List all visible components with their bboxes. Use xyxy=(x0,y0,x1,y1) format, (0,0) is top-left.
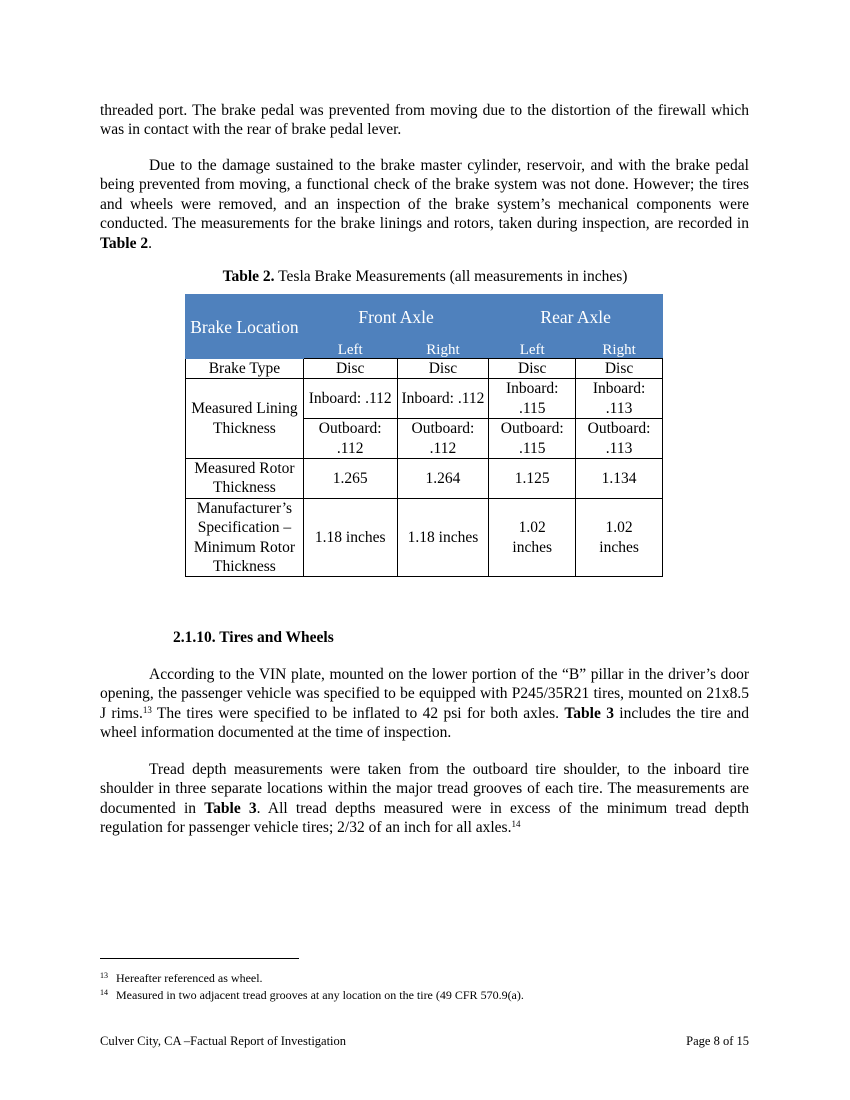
footnote-13 xyxy=(100,969,263,985)
cell-value: 1.02 inches xyxy=(576,498,663,577)
cell-value: Outboard: .115 xyxy=(489,419,576,459)
brake-measurements-table xyxy=(185,294,663,577)
footnote-number: 14 xyxy=(100,988,108,997)
paragraph-text: Tread depth measurements were taken from the outboard tire shoulder, to the inboard tire shoulder in three separate locations within the major tread grooves of each tire. The measurements are documented in xyxy=(100,761,749,817)
header-rear-axle: Rear Axle xyxy=(489,295,663,340)
cell-value: Inboard: .115 xyxy=(489,379,576,419)
cell-value: 1.265 xyxy=(303,459,397,499)
header-front-axle: Front Axle xyxy=(303,295,489,340)
paragraph-text: The tires were specified to be inflated to 42 psi for both axles. xyxy=(151,704,565,722)
cell-value: Outboard: .112 xyxy=(303,419,397,459)
cell-value: Outboard: .113 xyxy=(576,419,663,459)
cell-value: Inboard: .112 xyxy=(397,379,489,419)
cell-value: Inboard: .113 xyxy=(576,379,663,419)
paragraph-text: . xyxy=(148,234,152,252)
paragraph-vin-plate xyxy=(100,665,749,743)
paragraph-text: Due to the damage sustained to the brake master cylinder, reservoir, and with the brake pedal being prevented from moving, a functional check of the brake system was not done. However; the tires and wheels were removed, and an inspection of the brake system’s mechanical components were conducted. The measurements for the brake linings and rotors, taken during inspection, are recorded in xyxy=(100,157,749,233)
subheader-front-left: Left xyxy=(303,340,397,359)
cell-value: Outboard: .112 xyxy=(397,419,489,459)
footnote-ref-13[interactable]: 13 xyxy=(142,704,152,715)
cell-value: Disc xyxy=(397,359,489,379)
paragraph-tread-depth xyxy=(100,760,749,838)
table-header-row xyxy=(186,295,663,340)
footnote-ref-14[interactable]: 14 xyxy=(511,819,521,830)
cell-value: Disc xyxy=(576,359,663,379)
table-row xyxy=(186,459,663,499)
cell-value: 1.18 inches xyxy=(397,498,489,577)
section-heading-tires-wheels: 2.1.10. Tires and Wheels xyxy=(173,629,334,646)
row-label-rotor-thickness: Measured Rotor Thickness xyxy=(186,459,304,499)
paragraph-text: . All tread depths measured were in excess of the minimum tread depth regulation for passenger vehicle tires; 2/32 of an inch for all axles. xyxy=(100,799,749,837)
cell-value: Disc xyxy=(489,359,576,379)
table-reference: Table 3 xyxy=(204,799,257,817)
table-reference: Table 2 xyxy=(100,234,149,252)
cell-value: 1.264 xyxy=(397,459,489,499)
footer-page-number: Page 8 of 15 xyxy=(686,1034,749,1048)
table-caption-label: Table 2. xyxy=(222,268,275,285)
row-label-lining-thickness: Measured Lining Thickness xyxy=(186,379,304,459)
footnote-number: 13 xyxy=(100,971,108,980)
cell-value: Inboard: .112 xyxy=(303,379,397,419)
paragraph-brake-pedal: threaded port. The brake pedal was prevented from moving due to the distortion of the firewall which was in contact with the rear of brake pedal lever. xyxy=(100,102,749,139)
cell-value: 1.02 inches xyxy=(489,498,576,577)
header-brake-location: Brake Location xyxy=(186,295,304,359)
footnote-text: Measured in two adjacent tread grooves at any location on the tire (49 CFR 570.9(a). xyxy=(116,988,524,1002)
cell-value: Disc xyxy=(303,359,397,379)
cell-value: 1.134 xyxy=(576,459,663,499)
footnote-14 xyxy=(100,986,524,1002)
table-row xyxy=(186,359,663,379)
row-label-manufacturer-spec: Manufacturer’s Specification – Minimum Rotor Thickness xyxy=(186,498,304,577)
footnote-text: Hereafter referenced as wheel. xyxy=(116,971,263,985)
cell-value: 1.18 inches xyxy=(303,498,397,577)
footer-report-title: Culver City, CA –Factual Report of Investigation xyxy=(100,1034,347,1048)
row-label-brake-type: Brake Type xyxy=(186,359,304,379)
table-caption-text: Tesla Brake Measurements (all measurements in inches) xyxy=(274,268,628,285)
cell-value: 1.125 xyxy=(489,459,576,499)
subheader-front-right: Right xyxy=(397,340,489,359)
subheader-rear-left: Left xyxy=(489,340,576,359)
subheader-rear-right: Right xyxy=(576,340,663,359)
table-row xyxy=(186,498,663,577)
footnote-divider xyxy=(100,958,299,959)
table-row xyxy=(186,379,663,419)
paragraph-text: includes the tire and wheel information documented at the time of inspection. xyxy=(100,704,749,742)
table-reference: Table 3 xyxy=(564,704,614,722)
paragraph-functional-check xyxy=(100,156,749,253)
paragraph-text: According to the VIN plate, mounted on the lower portion of the “B” pillar in the driver’s door opening, the passenger vehicle was specified to be equipped with P245/35R21 tires, mounted on 21x8.5 J rims. xyxy=(100,666,749,722)
table-caption xyxy=(0,268,850,286)
